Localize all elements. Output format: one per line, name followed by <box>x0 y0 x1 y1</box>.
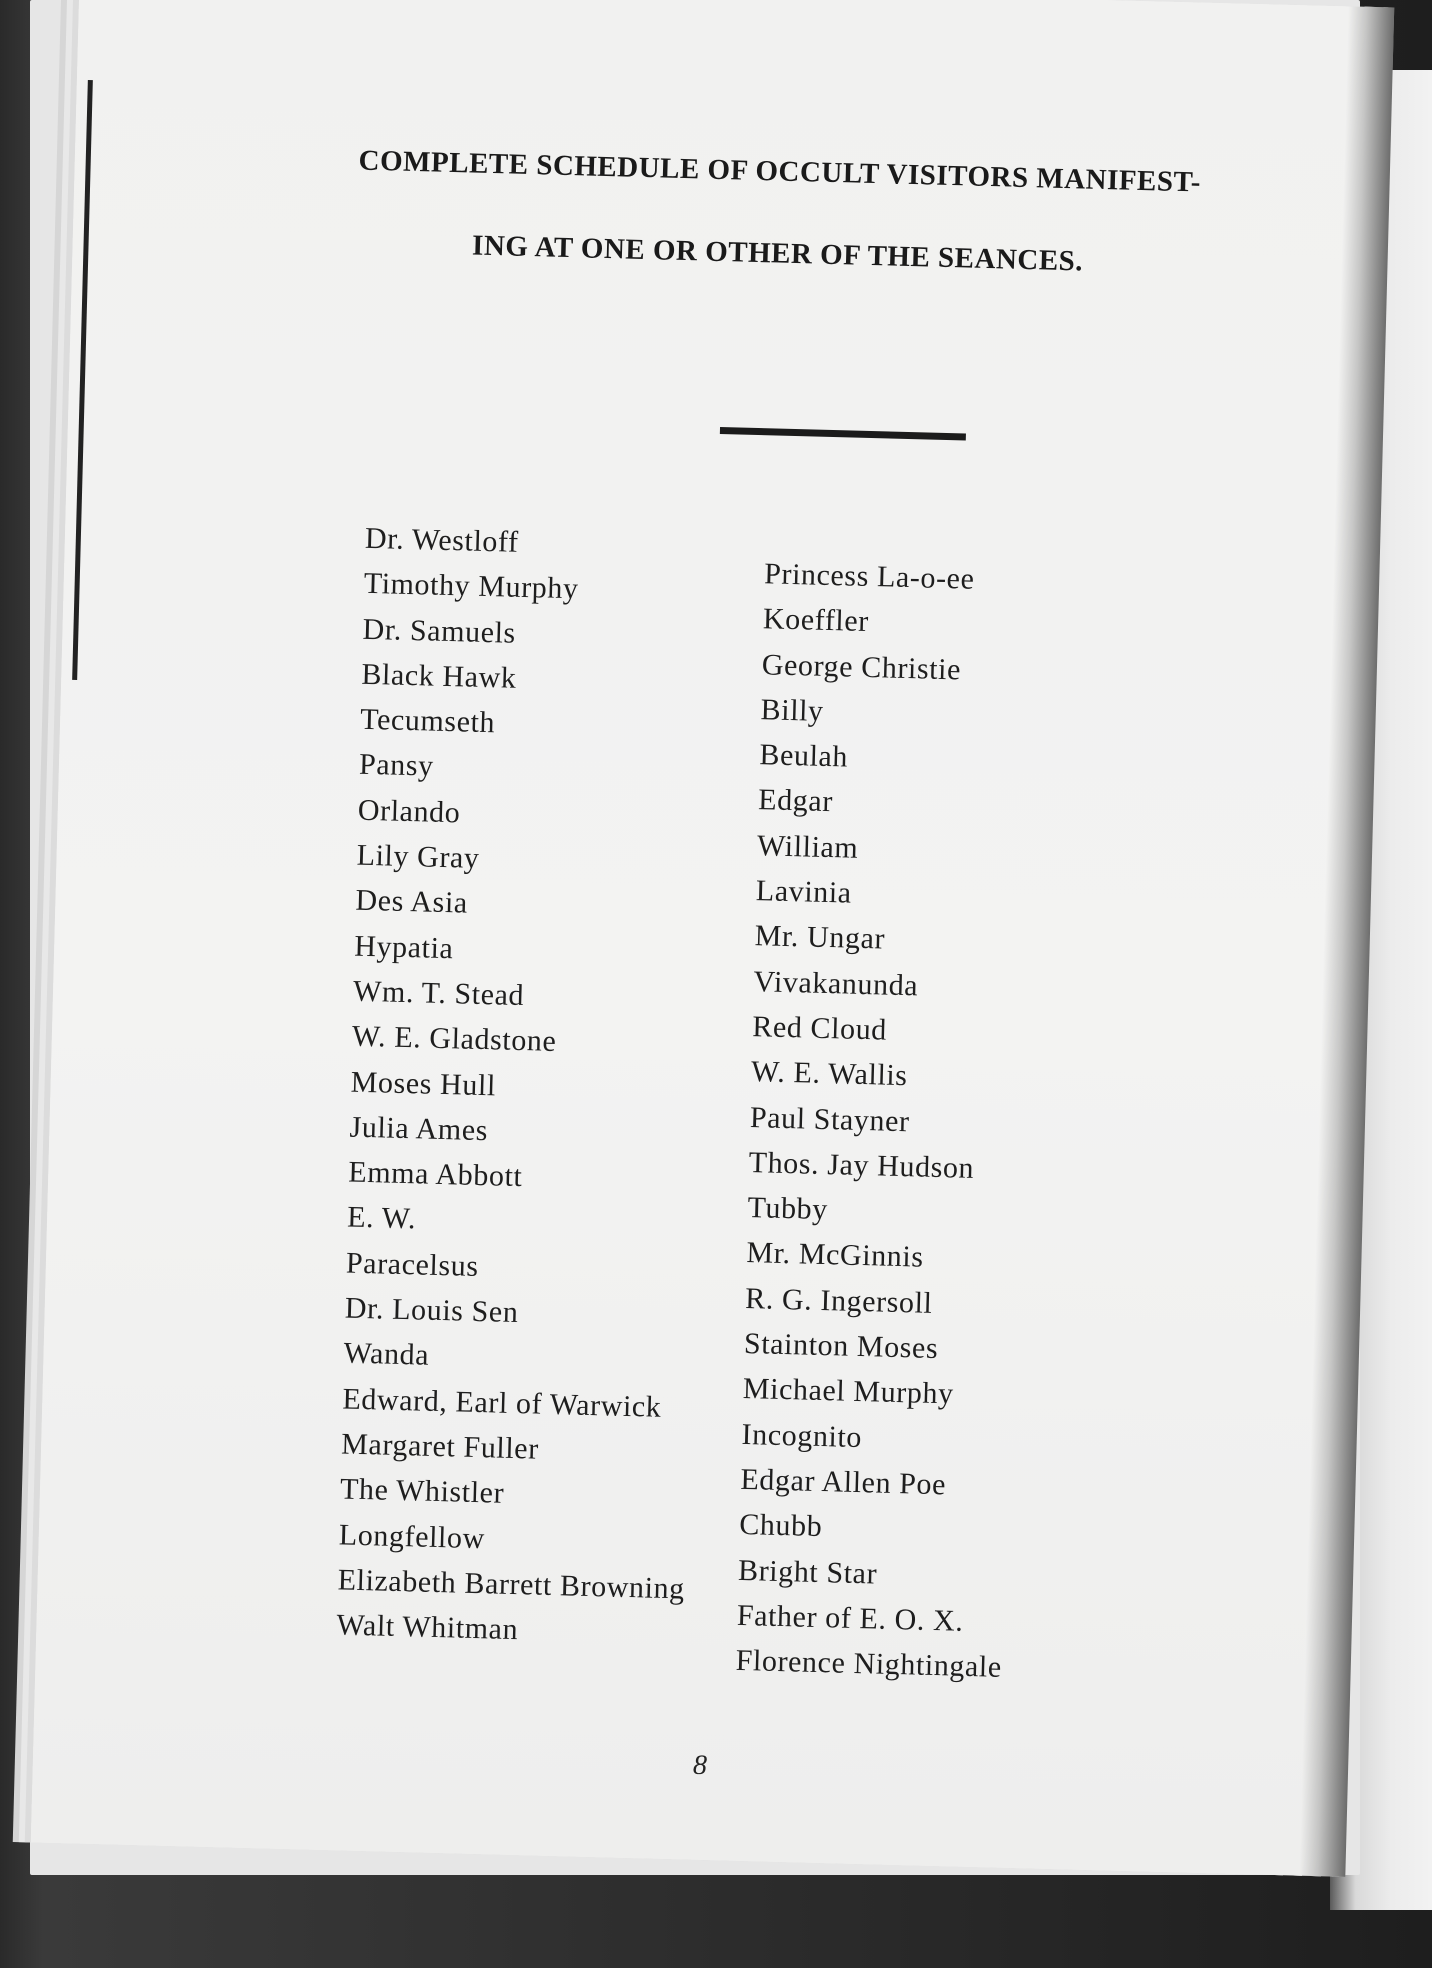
list-item: Chubb <box>738 1508 823 1544</box>
list-item: Lily Gray <box>356 838 480 875</box>
list-item: Edgar Allen Poe <box>740 1462 947 1502</box>
list-item: Orlando <box>357 793 461 830</box>
page-heading <box>257 143 1300 282</box>
list-item: Walt Whitman <box>336 1608 519 1647</box>
list-item: Dr. Westloff <box>364 521 520 559</box>
list-item: Tubby <box>747 1191 829 1227</box>
list-item: Florence Nightingale <box>735 1643 1003 1684</box>
list-item: Red Cloud <box>751 1010 888 1047</box>
page-number: 8 <box>692 1749 708 1782</box>
list-item: Edward, Earl of Warwick <box>342 1382 662 1424</box>
list-item: Mr. Ungar <box>754 919 886 956</box>
list-item: Julia Ames <box>349 1110 489 1148</box>
heading-line-1: COMPLETE SCHEDULE OF OCCULT VISITORS MANIFEST- <box>358 144 1202 199</box>
list-item: W. E. Gladstone <box>351 1019 557 1059</box>
list-item: Des Asia <box>355 884 469 920</box>
heading-line-2: ING AT ONE OR OTHER OF THE SEANCES. <box>471 229 1084 278</box>
visitor-list-left <box>336 516 713 1657</box>
list-item: E. W. <box>346 1200 417 1236</box>
list-item: The Whistler <box>339 1472 505 1510</box>
list-item: Paracelsus <box>345 1246 480 1283</box>
list-item: Bright Star <box>737 1553 878 1591</box>
book-page <box>31 0 1395 1877</box>
list-item: Beulah <box>759 738 849 774</box>
list-item: R. G. Ingersoll <box>744 1281 933 1320</box>
list-item: Hypatia <box>353 929 454 965</box>
list-item: Stainton Moses <box>743 1327 939 1366</box>
list-item: Koeffler <box>762 602 870 639</box>
list-item: Mr. McGinnis <box>745 1236 925 1275</box>
list-item: Wanda <box>343 1336 430 1373</box>
list-item: Incognito <box>741 1417 863 1454</box>
visitor-list-right <box>735 551 1031 1690</box>
list-item: Elizabeth Barrett Browning <box>337 1563 686 1606</box>
list-item: Vivakanunda <box>753 964 919 1003</box>
list-item: Paul Stayner <box>749 1100 911 1138</box>
list-item: W. E. Wallis <box>750 1055 909 1093</box>
list-item: Dr. Louis Sen <box>344 1291 519 1330</box>
list-item: Lavinia <box>755 874 853 910</box>
list-item: Margaret Fuller <box>340 1427 540 1466</box>
heading-divider <box>720 427 966 440</box>
list-item: Michael Murphy <box>742 1372 955 1411</box>
list-item: Emma Abbott <box>347 1155 523 1194</box>
list-item: Billy <box>760 693 825 728</box>
list-item: Pansy <box>358 748 435 784</box>
list-item: William <box>756 828 859 865</box>
list-item: Thos. Jay Hudson <box>748 1145 975 1185</box>
list-item: George Christie <box>761 647 962 687</box>
list-item: Edgar <box>757 783 834 819</box>
list-item: Longfellow <box>338 1517 486 1555</box>
list-item: Princess La-o-ee <box>763 557 975 596</box>
list-item: Wm. T. Stead <box>352 974 525 1013</box>
list-item: Father of E. O. X. <box>736 1598 964 1638</box>
list-item: Black Hawk <box>361 657 517 695</box>
list-item: Dr. Samuels <box>362 612 517 650</box>
list-item: Moses Hull <box>350 1065 497 1102</box>
list-item: Timothy Murphy <box>363 567 580 606</box>
list-item: Tecumseth <box>359 702 496 740</box>
